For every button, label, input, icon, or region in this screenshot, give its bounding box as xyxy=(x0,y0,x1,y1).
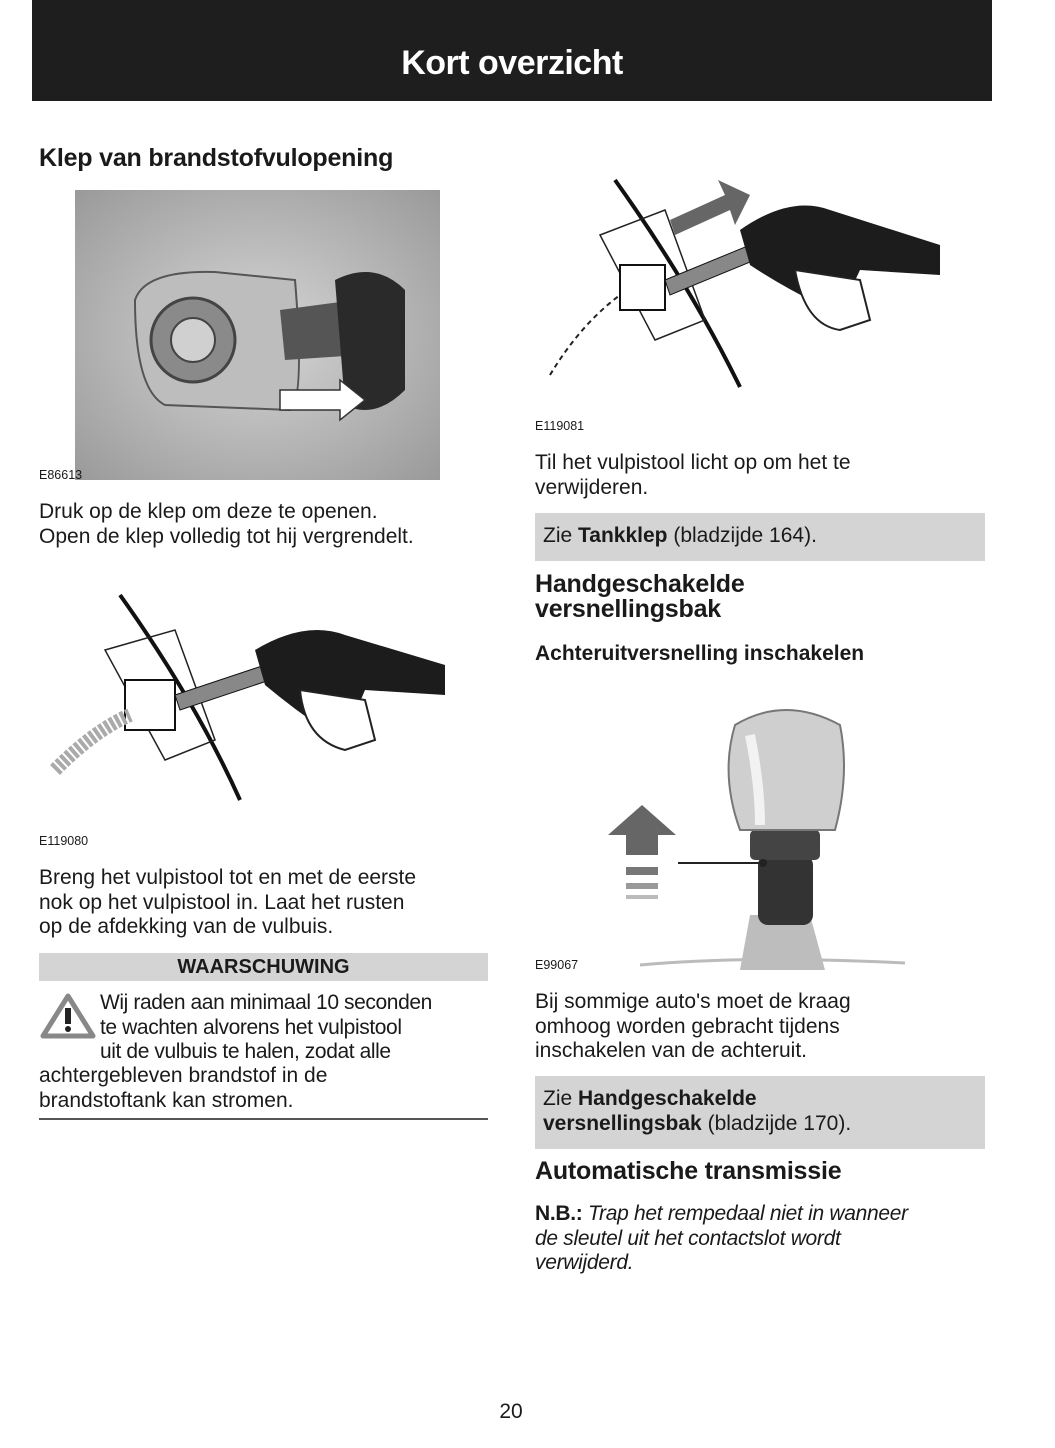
reference-manual-gearbox xyxy=(535,1076,985,1149)
figure-code: E86613 xyxy=(39,468,83,482)
ref-link-handgeschakelde[interactable]: Handgeschakelde xyxy=(578,1087,757,1110)
subheading-reverse-gear: Achteruitversnelling inschakelen xyxy=(535,642,865,665)
paragraph-remove-nozzle xyxy=(535,451,851,500)
warning-triangle-icon xyxy=(40,993,96,1039)
text-line: Bij sommige auto's moet de kraag xyxy=(535,990,851,1013)
text-line: Til het vulpistool licht op om het te xyxy=(535,451,851,474)
warning-text xyxy=(100,991,432,1065)
note-paragraph xyxy=(535,1202,908,1276)
text-line: Breng het vulpistool tot en met de eerste xyxy=(39,866,417,889)
text-line: nok op het vulpistool in. Laat het rusten xyxy=(39,890,405,914)
text-line: omhoog worden gebracht tijdens xyxy=(535,1014,840,1038)
warning-header: WAARSCHUWING xyxy=(39,953,488,981)
text-line: de sleutel uit het contactslot wordt xyxy=(535,1226,841,1250)
figure-code: E119080 xyxy=(39,834,89,848)
nozzle-insert-illustration xyxy=(45,590,465,810)
note-label: N.B.: xyxy=(535,1202,583,1225)
page-title: Kort overzicht xyxy=(401,44,623,82)
text-line: Trap het rempedaal niet in wanneer xyxy=(588,1202,908,1225)
text-line: Wij raden aan minimaal 10 seconden xyxy=(100,991,432,1014)
warning-divider xyxy=(39,1118,488,1120)
warning-text-continued xyxy=(39,1064,327,1113)
gear-knob-illustration xyxy=(600,705,910,970)
section-heading-manual-gearbox xyxy=(535,572,745,622)
ref-link-versnellingsbak[interactable]: versnellingsbak xyxy=(543,1111,702,1135)
text-line: brandstoftank kan stromen. xyxy=(39,1088,294,1112)
page-number: 20 xyxy=(499,1400,523,1423)
text-line: verwijderd. xyxy=(535,1251,634,1274)
section-heading-automatic: Automatische transmissie xyxy=(535,1157,842,1185)
text-line: Open de klep volledig tot hij vergrendelt. xyxy=(39,524,414,548)
ref-prefix: Zie xyxy=(543,1087,579,1110)
paragraph-insert-nozzle xyxy=(39,866,416,940)
nozzle-remove-illustration xyxy=(540,175,960,395)
figure-code: E99067 xyxy=(535,958,579,972)
text-line: verwijderen. xyxy=(535,475,649,499)
ref-page: (bladzijde 164). xyxy=(667,524,817,547)
text-line: uit de vulbuis te halen, zodat alle xyxy=(100,1040,391,1063)
figure-code: E119081 xyxy=(535,419,585,433)
page-header xyxy=(32,0,992,101)
text-line: achtergebleven brandstof in de xyxy=(39,1064,328,1087)
fuel-flap-illustration xyxy=(75,190,440,480)
text-line: inschakelen van de achteruit. xyxy=(535,1039,808,1062)
reference-fuel-flap xyxy=(535,513,985,561)
paragraph-reverse-collar xyxy=(535,990,851,1064)
heading-line: Handgeschakelde xyxy=(535,570,745,598)
section-heading-fuel-flap: Klep van brandstofvulopening xyxy=(39,144,394,172)
ref-page: (bladzijde 170). xyxy=(701,1111,852,1135)
heading-line: versnellingsbak xyxy=(535,595,721,623)
ref-link-tankklep[interactable]: Tankklep xyxy=(578,524,668,547)
ref-prefix: Zie xyxy=(543,524,579,547)
text-line: Druk op de klep om deze te openen. xyxy=(39,500,378,523)
text-line: op de afdekking van de vulbuis. xyxy=(39,915,334,938)
text-line: te wachten alvorens het vulpistool xyxy=(100,1015,402,1039)
paragraph-open-flap xyxy=(39,500,414,549)
